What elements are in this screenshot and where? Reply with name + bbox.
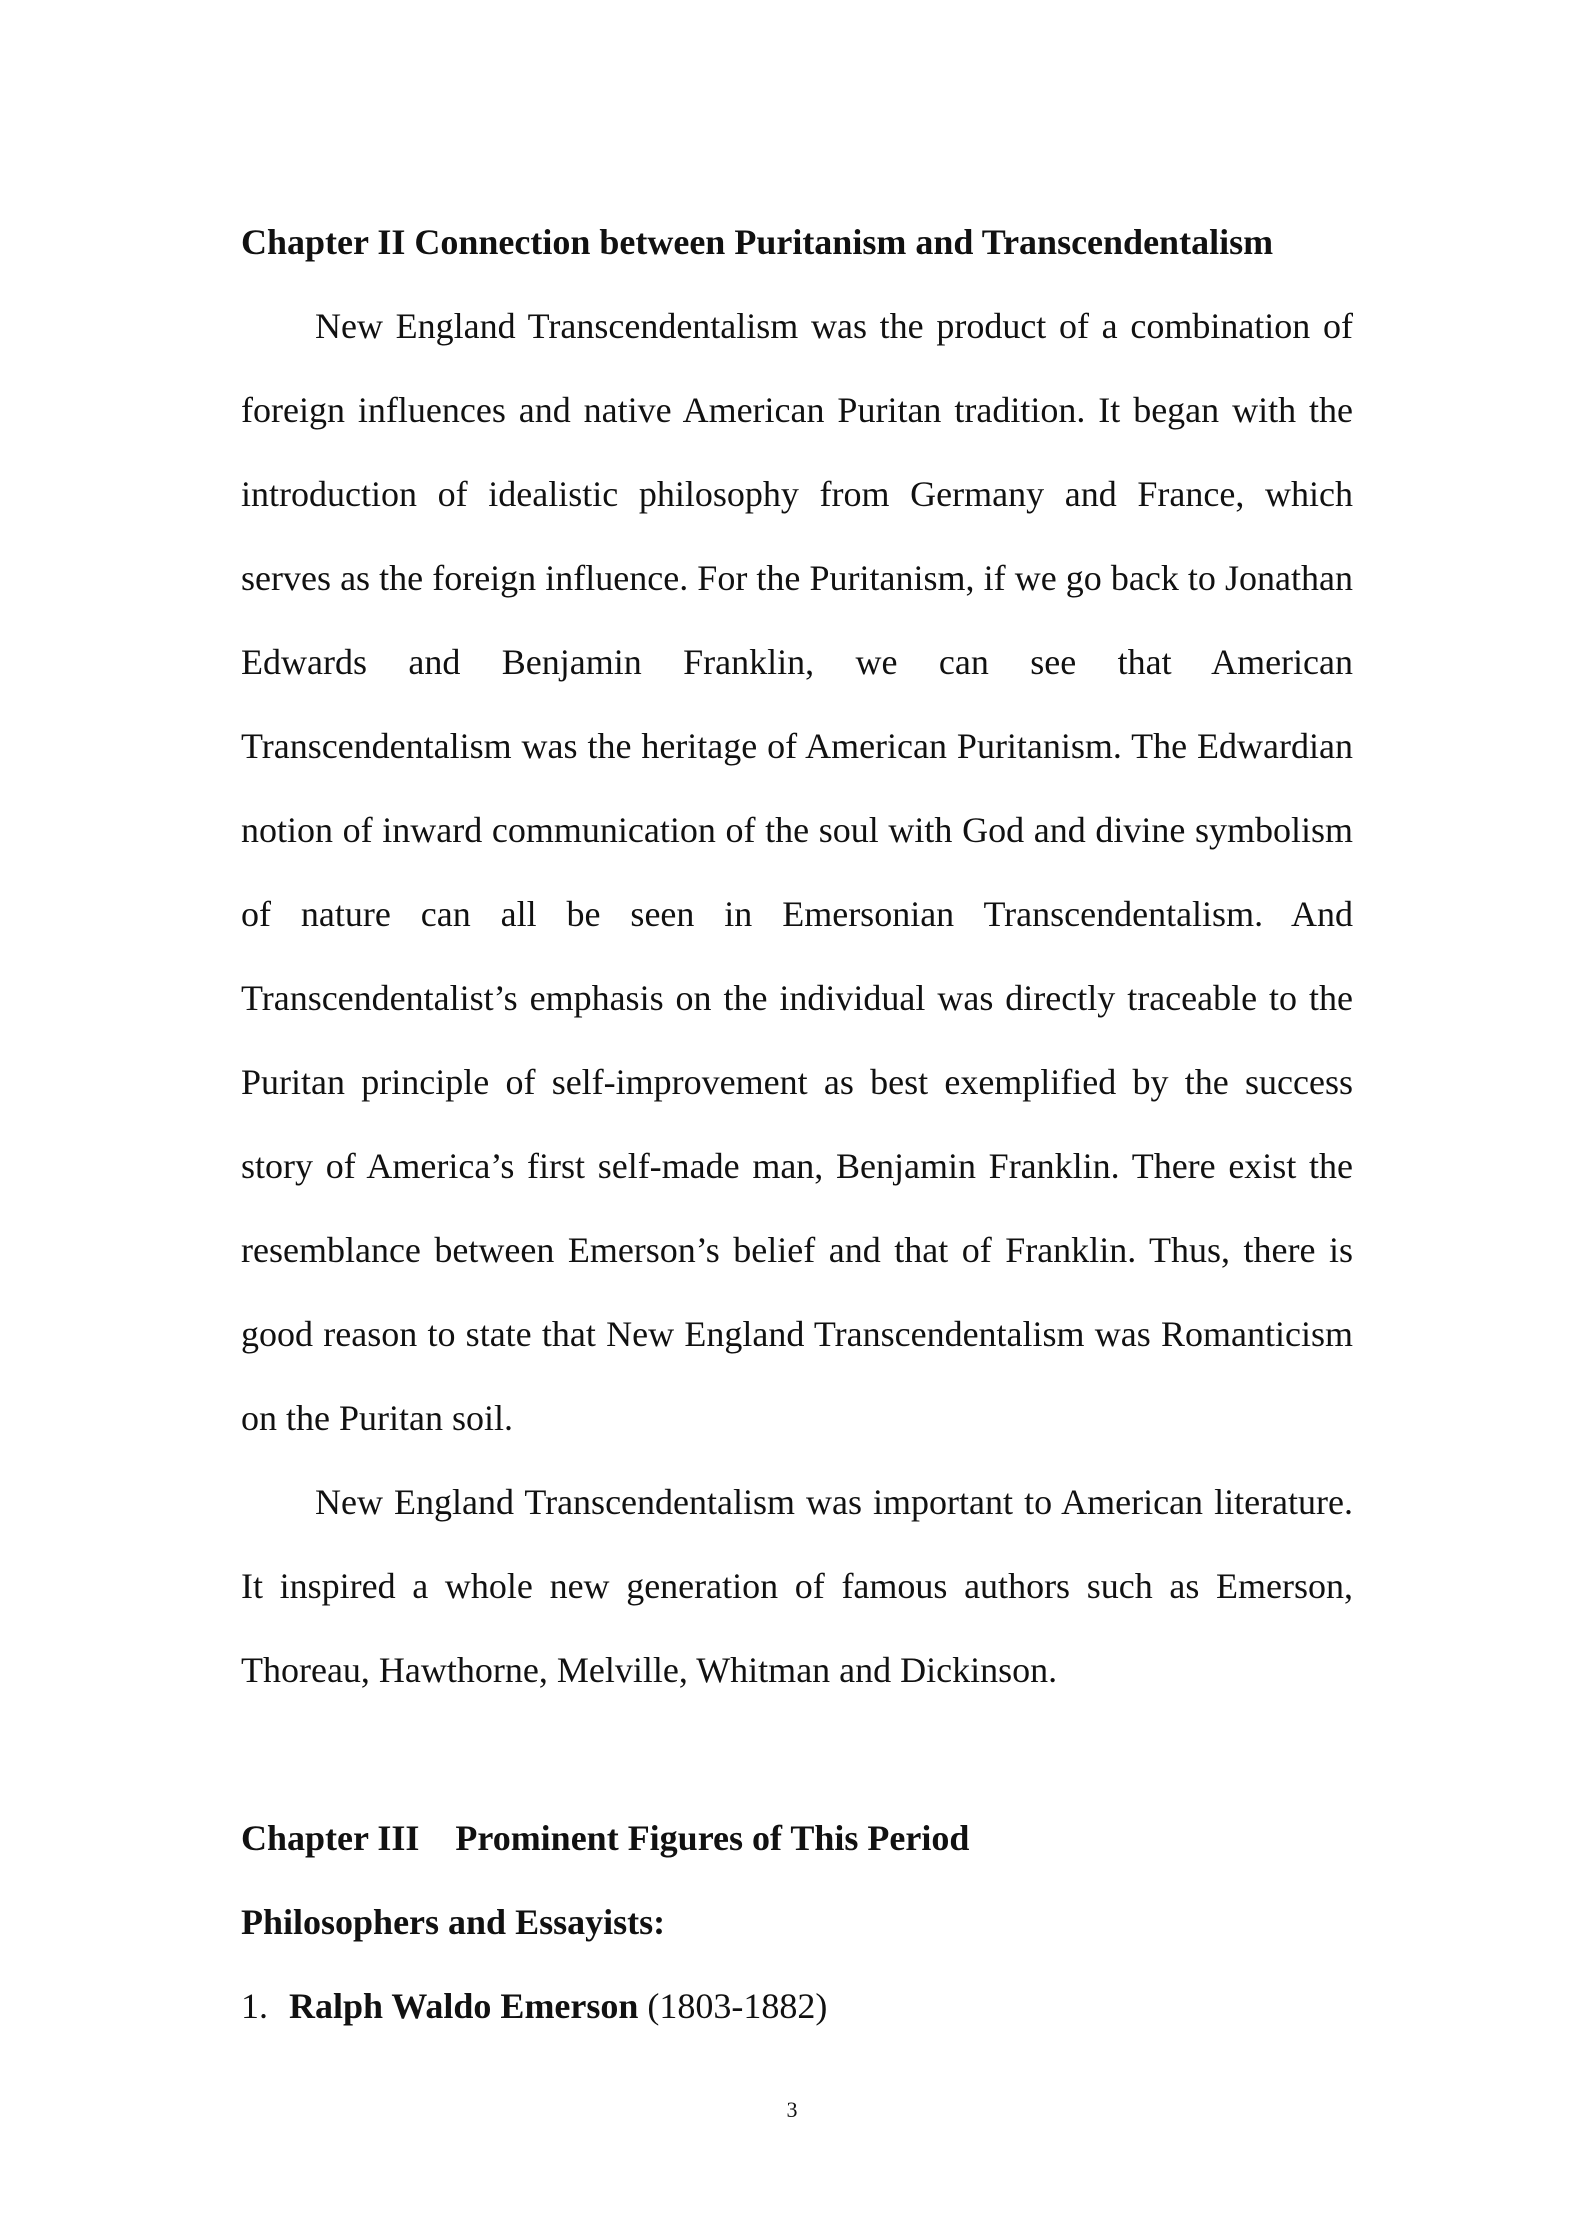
list-item <box>241 1964 1353 2048</box>
list-item-number: 1. <box>241 1986 268 2026</box>
chapter-3-subheading: Philosophers and Essayists: <box>241 1902 666 1942</box>
chapter-2-paragraph-1: New England Transcendentalism was the product of a combination of foreign influences and native American Puritan tradition. It began with the introduction of idealistic philosophy from Germany and France, which serves as the foreign influence. For the Puritanism, if we go back to Jonathan Edwards and Benjamin Franklin, we can see that American Transcendentalism was the heritage of American Puritanism. The Edwardian notion of inward communication of the soul with God and divine symbolism of nature can all be seen in Emersonian Transcendentalism. And Transcendentalist’s emphasis on the individual was directly traceable to the Puritan principle of self-improvement as best exemplified by the success story of America’s first self-made man, Benjamin Franklin. There exist the resemblance between Emerson’s belief and that of Franklin. Thus, there is good reason to state that New England Transcendentalism was Romanticism on the Puritan soil. <box>241 306 1353 1438</box>
chapter-3-label: Chapter III <box>241 1818 420 1858</box>
list-item-years: (1803-1882) <box>647 1986 828 2026</box>
page-content <box>241 200 1353 2048</box>
chapter-2-heading: Chapter II Connection between Puritanism and Transcendentalism <box>241 222 1274 262</box>
section-spacer <box>241 1712 1353 1796</box>
chapter-3-heading <box>241 1796 1353 1880</box>
chapter-3-title: Prominent Figures of This Period <box>455 1818 970 1858</box>
page-number: 3 <box>786 2097 798 2122</box>
chapter-2-paragraph-2: New England Transcendentalism was important to American literature. It inspired a whole new generation of famous authors such as Emerson, Thoreau, Hawthorne, Melville, Whitman and Dickinson. <box>241 1482 1353 1690</box>
list-item-name: Ralph Waldo Emerson <box>289 1986 639 2026</box>
